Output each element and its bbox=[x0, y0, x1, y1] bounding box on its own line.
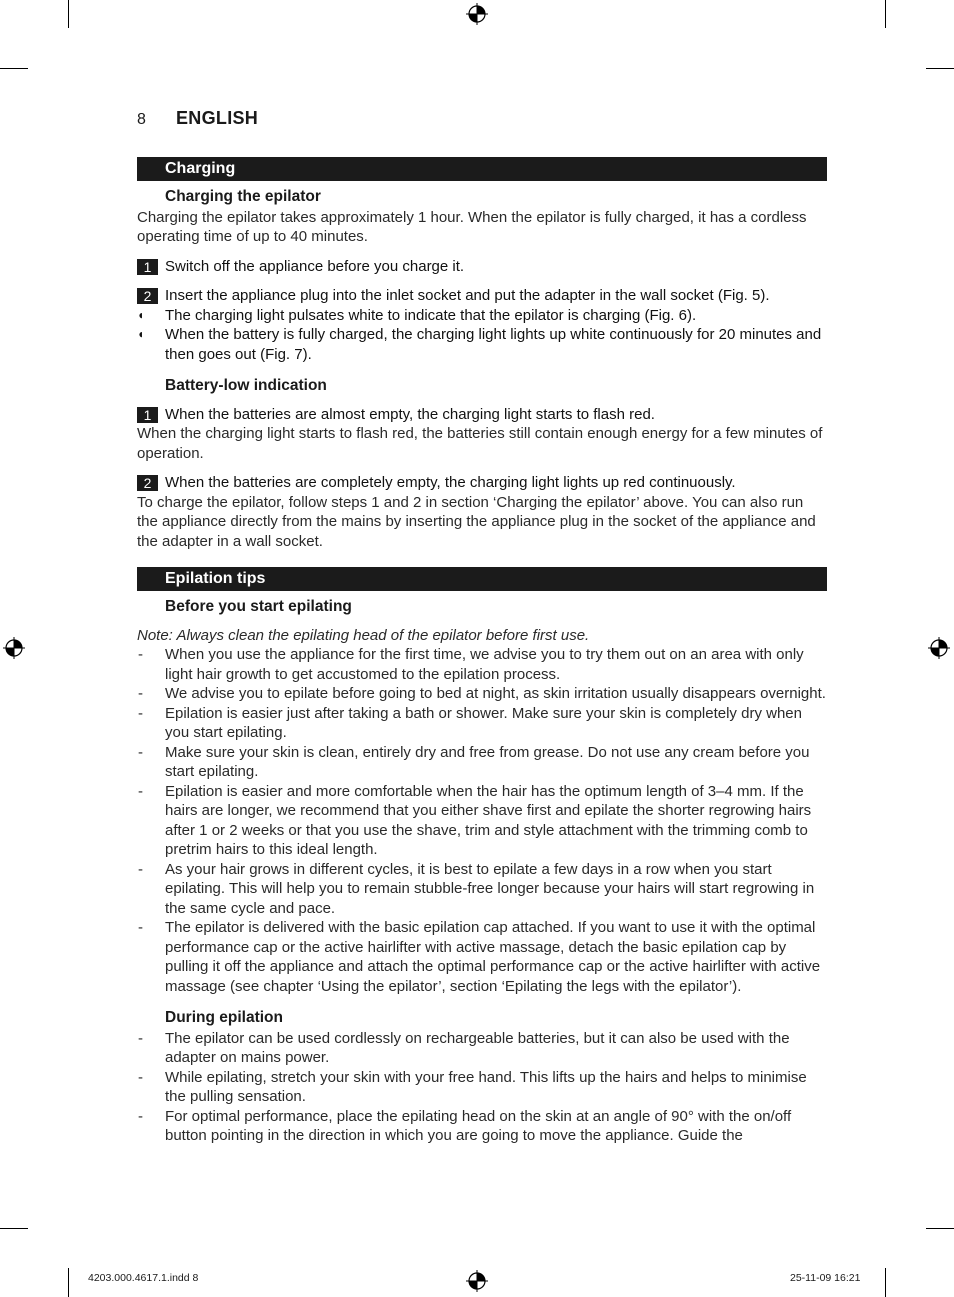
list-item: - The epilator is delivered with the basic epilation cap attached. If you want to use it with the optimal performance cap or the active hairlifter with active massage, detach the basic epilation cap by pulling it off the appliance and attach the optimal performance cap or the active hairlifter with active massage (see chapter ‘Using the epilator’, section ‘Epilating the legs with the epilator’). bbox=[138, 919, 821, 995]
footer-file-slug: 4203.000.4617.1.indd 8 bbox=[88, 1272, 199, 1284]
crop-mark bbox=[885, 0, 886, 28]
crop-mark bbox=[0, 68, 28, 69]
step-number: 2 bbox=[137, 288, 158, 304]
list-item: - We advise you to epilate before going to bed at night, as skin irritation usually disappears overnight. bbox=[138, 685, 826, 702]
list-item: - For optimal performance, place the epilating head on the skin at an angle of 90° with the on/off button pointing in the direction in which you are going to move the appliance. Guide the bbox=[138, 1107, 792, 1144]
page-number: 8 bbox=[137, 111, 146, 128]
list-item-text: For optimal performance, place the epilating head on the skin at an angle of 90° with the on/off button pointing in the direction in which you are going to move the appliance. Guide the bbox=[165, 1107, 792, 1144]
bullet-arrow-icon: ◖ bbox=[137, 307, 145, 322]
crop-mark bbox=[68, 0, 69, 28]
bullet-arrow-icon: ◖ bbox=[137, 327, 145, 341]
list-item-text: The epilator is delivered with the basic epilation cap attached. If you want to use it with the optimal performance cap or the active hairlifter with active massage, detach the basic epilation cap by pulling it off the appliance and attach the optimal performance cap or the active hairlifter with active massage (see chapter ‘Using the epilator’, section ‘Epilating the legs with the epilator’). bbox=[165, 919, 821, 995]
subheading-charging-the-epilator: Charging the epilator bbox=[165, 188, 321, 205]
crop-mark bbox=[926, 68, 954, 69]
bullet-text: When the battery is fully charged, the charging light lights up white continuously for 20 minutes and then goes out (Fig. 7). bbox=[165, 326, 822, 363]
numbered-step bbox=[137, 257, 827, 277]
registration-mark-icon bbox=[466, 3, 488, 25]
note: Note: Always clean the epilating head of the epilator before first use. bbox=[137, 626, 590, 644]
subheading-battery-low: Battery-low indication bbox=[165, 377, 327, 394]
numbered-step bbox=[137, 405, 827, 425]
crop-mark bbox=[926, 1228, 954, 1229]
subheading-before-you-start: Before you start epilating bbox=[165, 598, 352, 615]
step-text: When the batteries are almost empty, the charging light starts to flash red. bbox=[165, 405, 655, 423]
list-item-text: While epilating, stretch your skin with your free hand. This lifts up the hairs and helps to minimise the pulling sensation. bbox=[165, 1068, 807, 1105]
list-item: - Epilation is easier just after taking a bath or shower. Make sure your skin is completely dry when you start epilating. bbox=[138, 704, 802, 741]
paragraph: Charging the epilator takes approximately 1 hour. When the epilator is fully charged, it has a cordless operating time of up to 40 minutes. bbox=[137, 208, 807, 245]
list-item-text: Epilation is easier just after taking a bath or shower. Make sure your skin is completely dry when you start epilating. bbox=[165, 704, 802, 741]
numbered-step bbox=[137, 286, 827, 306]
list-item: - While epilating, stretch your skin with your free hand. This lifts up the hairs and helps to minimise the pulling sensation. bbox=[138, 1068, 807, 1105]
registration-mark-icon bbox=[928, 637, 950, 659]
list-item-text: Epilation is easier and more comfortable when the hair has the optimum length of 3–4 mm. If the hairs are longer, we recommend that you either shave first and epilate the shorter regrowing hairs after 1 or 2 weeks or that you use the shave, trim and style attachment with the trimming comb to pretrim hairs to this ideal length. bbox=[165, 782, 812, 858]
list-item: - As your hair grows in different cycles, it is best to epilate a few days in a row when you start epilating. This will help you to remain stubble-free longer because your hairs will start regrowing in the same cycle and pace. bbox=[138, 860, 815, 917]
list-item: - Epilation is easier and more comfortable when the hair has the optimum length of 3–4 mm. If the hairs are longer, we recommend that you either shave first and epilate the shorter regrowing hairs after 1 or 2 weeks or that you use the shave, trim and style attachment with the trimming comb to pretrim hairs to this ideal length. bbox=[138, 782, 812, 858]
list-item-text: The epilator can be used cordlessly on rechargeable batteries, but it can also be used with the adapter on mains power. bbox=[165, 1029, 790, 1066]
crop-mark bbox=[68, 1268, 69, 1297]
list-item-text: As your hair grows in different cycles, it is best to epilate a few days in a row when you start epilating. This will help you to remain stubble-free longer because your hairs will start regrowing in the same cycle and pace. bbox=[165, 860, 815, 917]
registration-mark-icon bbox=[3, 637, 25, 659]
subheading-during-epilation: During epilation bbox=[165, 1009, 283, 1026]
bullet-text: The charging light pulsates white to indicate that the epilator is charging (Fig. 6). bbox=[165, 306, 697, 324]
list-item bbox=[137, 306, 827, 326]
list-item-text: When you use the appliance for the first time, we advise you to try them out on an area with only light hair growth to get accustomed to the epilation process. bbox=[165, 646, 804, 683]
step-number: 2 bbox=[137, 475, 158, 491]
numbered-step bbox=[137, 473, 827, 493]
step-text: When the batteries are completely empty, the charging light lights up red continuously. bbox=[165, 474, 736, 491]
list-item: - When you use the appliance for the first time, we advise you to try them out on an area with only light hair growth to get accustomed to the epilation process. bbox=[138, 646, 804, 683]
section-heading-epilation-tips: Epilation tips bbox=[137, 567, 827, 591]
crop-mark bbox=[0, 1228, 28, 1229]
language-heading: ENGLISH bbox=[176, 108, 259, 128]
paragraph: To charge the epilator, follow steps 1 and 2 in section ‘Charging the epilator’ above. You can also run the appliance directly from the mains by inserting the appliance plug in the socket of the appliance and the adapter in a wall socket. bbox=[137, 493, 816, 550]
crop-mark bbox=[885, 1268, 886, 1297]
step-text: Insert the appliance plug into the inlet socket and put the adapter in the wall socket (Fig. 5). bbox=[165, 287, 770, 304]
step-text: Switch off the appliance before you charge it. bbox=[165, 257, 465, 275]
list-item: - The epilator can be used cordlessly on rechargeable batteries, but it can also be used with the adapter on mains power. bbox=[138, 1029, 790, 1066]
page-content bbox=[137, 157, 827, 1146]
step-number: 1 bbox=[137, 407, 158, 423]
list-item-text: We advise you to epilate before going to bed at night, as skin irritation usually disappears overnight. bbox=[165, 685, 826, 702]
paragraph: When the charging light starts to flash red, the batteries still contain enough energy for a few minutes of operation. bbox=[137, 425, 823, 462]
footer-datetime-slug: 25-11-09 16:21 bbox=[790, 1272, 861, 1284]
list-item bbox=[137, 325, 827, 364]
registration-mark-icon bbox=[466, 1270, 488, 1292]
list-item: - Make sure your skin is clean, entirely dry and free from grease. Do not use any cream before you start epilating. bbox=[138, 743, 810, 780]
step-number: 1 bbox=[137, 259, 158, 275]
list-item-text: Make sure your skin is clean, entirely dry and free from grease. Do not use any cream before you start epilating. bbox=[165, 743, 810, 780]
section-heading-charging: Charging bbox=[137, 157, 827, 181]
